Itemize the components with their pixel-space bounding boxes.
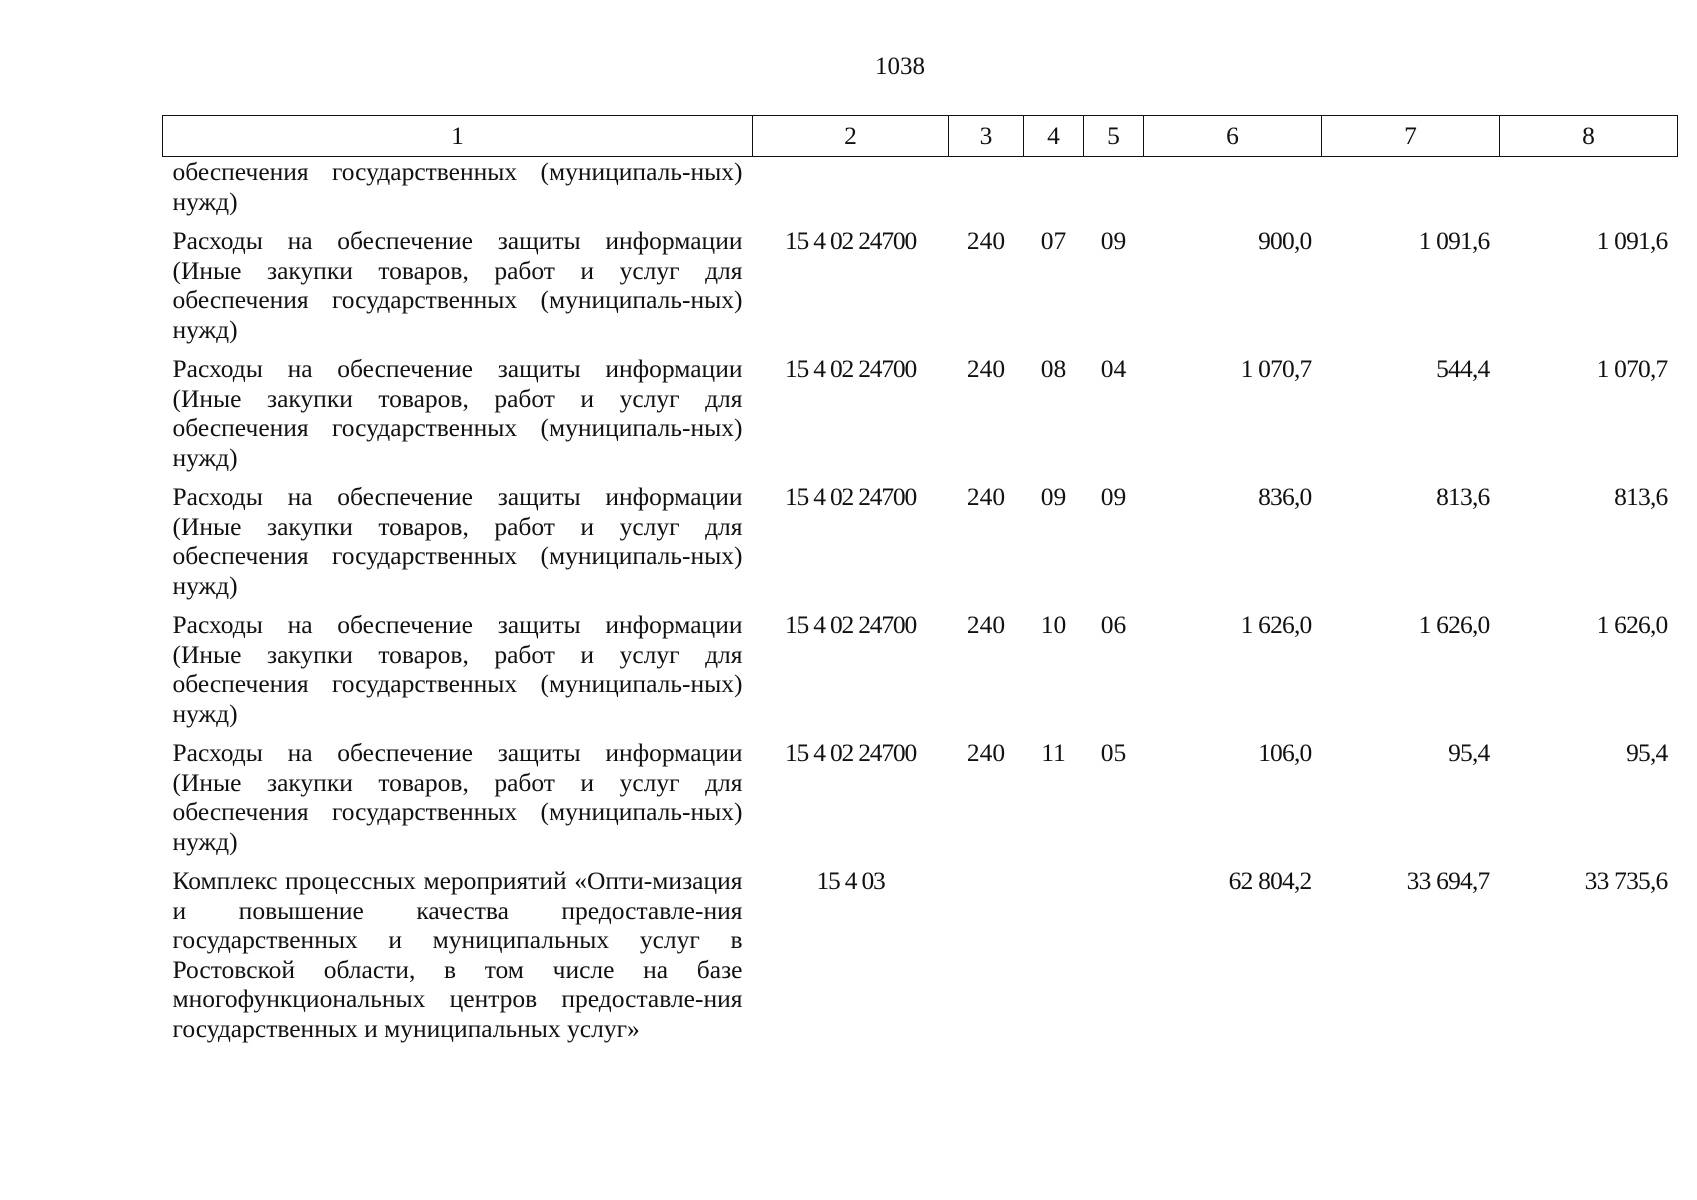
row-amount-7: 813,6	[1436, 482, 1490, 511]
column-header-4: 4	[1024, 116, 1084, 157]
row-subsection: 04	[1100, 354, 1127, 383]
row-target-code: 15 4 02 24700	[784, 354, 917, 383]
row-amount-8: 813,6	[1614, 482, 1668, 511]
row-amount-8: 33 735,6	[1584, 866, 1668, 895]
table-row	[163, 738, 1678, 866]
column-header-2: 2	[753, 116, 949, 157]
row-section	[1024, 866, 1084, 1043]
row-subsection	[1084, 866, 1144, 1043]
row-expense-type: 240	[966, 354, 1006, 383]
row-target-code: 15 4 03	[816, 866, 885, 895]
row-subsection: 06	[1100, 610, 1127, 639]
row-amount-6: 106,0	[1258, 738, 1312, 767]
header-row	[163, 116, 1678, 157]
column-header-7: 7	[1322, 116, 1500, 157]
row-amount-6: 1 626,0	[1240, 610, 1312, 639]
row-expense-type: 240	[966, 226, 1006, 255]
row-expense-type: 240	[966, 610, 1006, 639]
table-row	[163, 482, 1678, 610]
row-amount-7: 1 626,0	[1418, 610, 1490, 639]
row-expense-type: 240	[966, 738, 1006, 767]
column-header-8: 8	[1500, 116, 1678, 157]
row-amount-8: 1 091,6	[1596, 226, 1668, 255]
row-amount-8: 1 070,7	[1596, 354, 1668, 383]
row-description: Расходы на обеспечение защиты информации (Иные закупки товаров, работ и услуг для обеспечения государственных (муниципаль-ных) нужд)	[172, 738, 743, 856]
row-amount-8: 1 626,0	[1596, 610, 1668, 639]
row-amount-6: 836,0	[1258, 482, 1312, 511]
row-description: Расходы на обеспечение защиты информации (Иные закупки товаров, работ и услуг для обеспечения государственных (муниципаль-ных) нужд)	[172, 354, 743, 472]
row-subsection: 05	[1100, 738, 1127, 767]
column-header-1: 1	[163, 116, 753, 157]
table-row	[163, 226, 1678, 354]
column-header-3: 3	[949, 116, 1024, 157]
row-amount-7: 544,4	[1436, 354, 1490, 383]
row-amount-7: 1 091,6	[1418, 226, 1490, 255]
budget-table	[162, 115, 1678, 1043]
row-description: Расходы на обеспечение защиты информации (Иные закупки товаров, работ и услуг для обеспечения государственных (муниципаль-ных) нужд)	[172, 226, 743, 344]
table-row	[163, 354, 1678, 482]
row-expense-type	[949, 866, 1024, 1043]
row-target-code: 15 4 02 24700	[784, 482, 917, 511]
row-target-code: 15 4 02 24700	[784, 226, 917, 255]
table-row-continuation	[163, 157, 1678, 227]
row-section: 09	[1040, 482, 1067, 511]
row-description: Комплекс процессных мероприятий «Опти-мизация и повышение качества предоставле-ния государственных и муниципальных услуг в Ростовской области, в том числе на базе многофункциональных центров предоставле-ния государственных и муниципальных услуг»	[172, 866, 743, 1043]
row-expense-type: 240	[966, 482, 1006, 511]
page-number: 1038	[875, 53, 925, 80]
row-amount-7: 95,4	[1448, 738, 1490, 767]
column-header-6: 6	[1144, 116, 1322, 157]
table-row	[163, 610, 1678, 738]
row-section: 10	[1040, 610, 1067, 639]
row-amount-6: 900,0	[1258, 226, 1312, 255]
row-amount-7: 33 694,7	[1406, 866, 1490, 895]
row-target-code: 15 4 02 24700	[784, 610, 917, 639]
row-description: Расходы на обеспечение защиты информации (Иные закупки товаров, работ и услуг для обеспечения государственных (муниципаль-ных) нужд)	[172, 482, 743, 600]
row-amount-8: 95,4	[1626, 738, 1668, 767]
table-row	[163, 866, 1678, 1043]
row-target-code: 15 4 02 24700	[784, 738, 917, 767]
column-header-5: 5	[1084, 116, 1144, 157]
row-subsection: 09	[1100, 482, 1127, 511]
row-amount-6: 1 070,7	[1240, 354, 1312, 383]
row-description: обеспечения государственных (муниципаль-ных) нужд)	[172, 157, 743, 216]
row-section: 08	[1040, 354, 1067, 383]
row-amount-6: 62 804,2	[1228, 866, 1312, 895]
row-subsection: 09	[1100, 226, 1127, 255]
row-description: Расходы на обеспечение защиты информации (Иные закупки товаров, работ и услуг для обеспечения государственных (муниципаль-ных) нужд)	[172, 610, 743, 728]
row-section: 11	[1041, 738, 1066, 767]
row-section: 07	[1040, 226, 1067, 255]
